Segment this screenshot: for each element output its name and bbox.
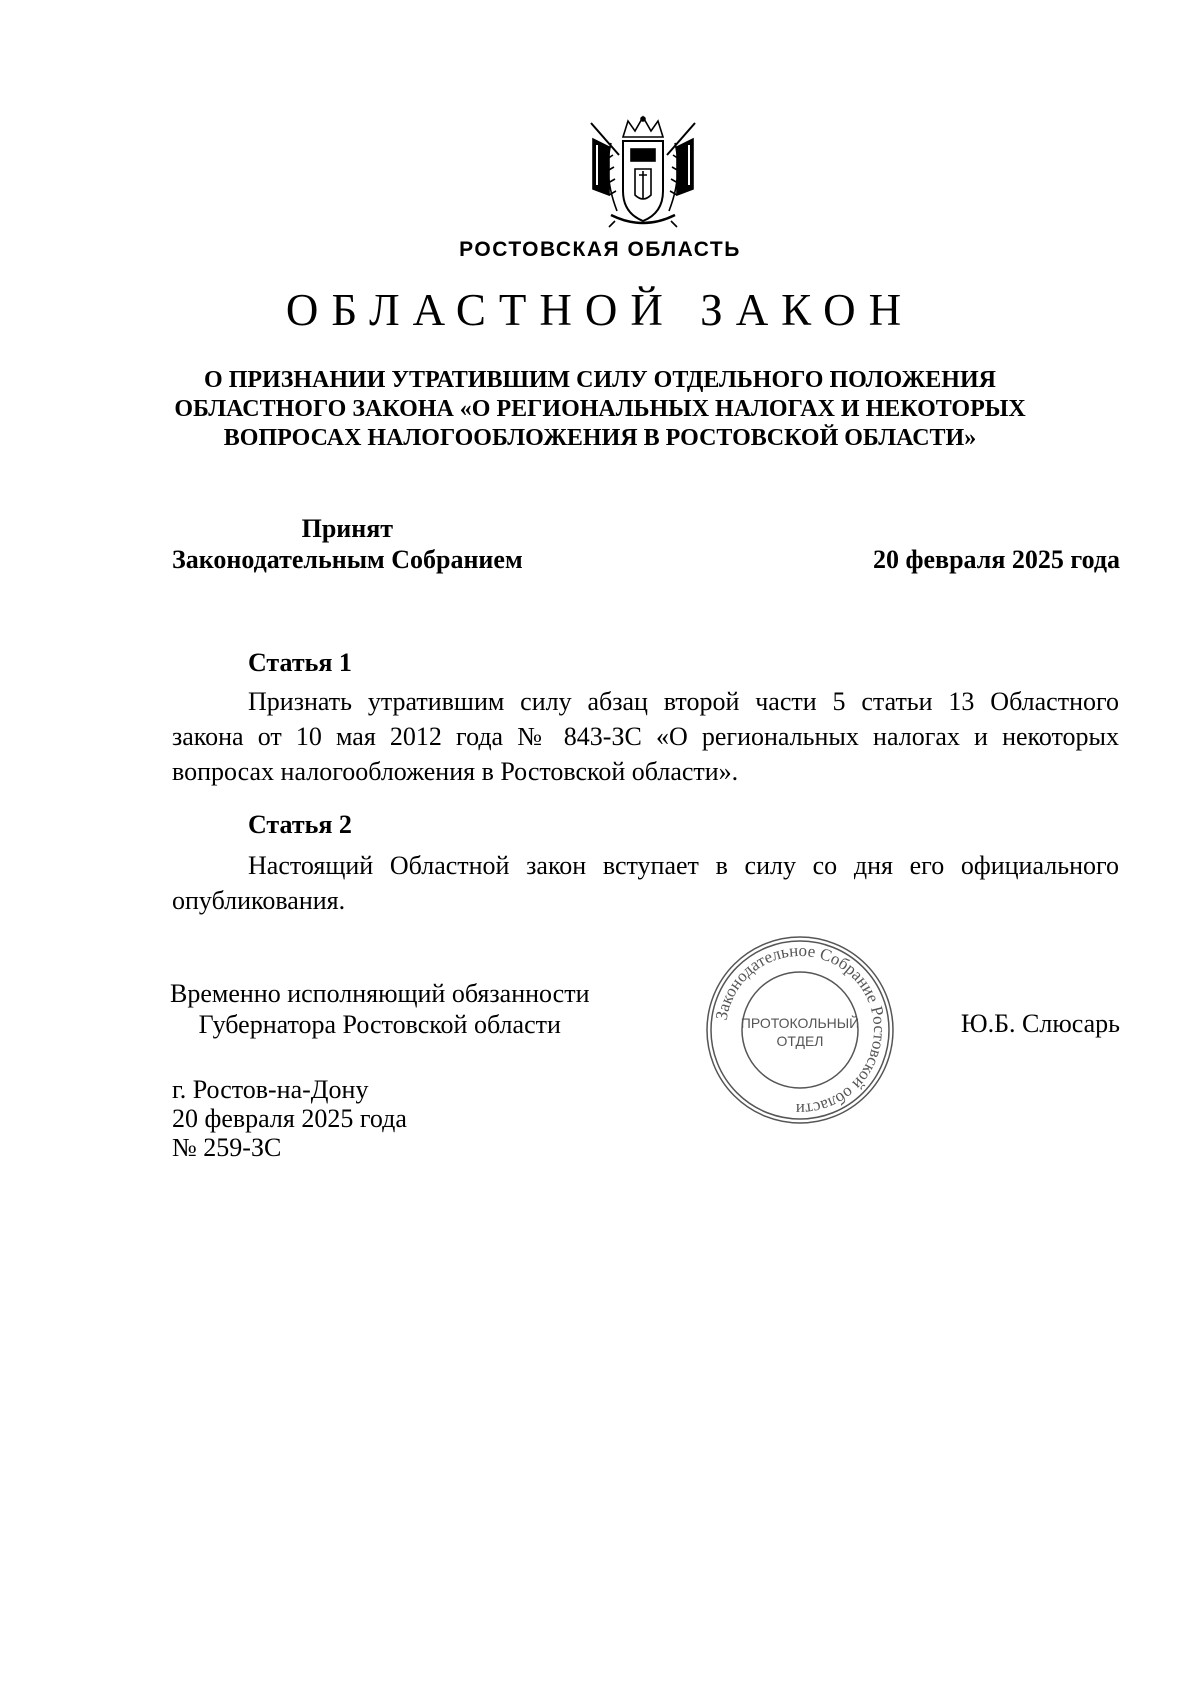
region-name: РОСТОВСКАЯ ОБЛАСТЬ [459, 238, 741, 261]
adoption-line: Принят [301, 514, 394, 543]
law-title [100, 366, 1100, 453]
issue-place: г. Ростов-на-Дону [172, 1075, 369, 1104]
official-stamp [700, 930, 900, 1130]
law-title-line: О ПРИЗНАНИИ УТРАТИВШИМ СИЛУ ОТДЕЛЬНОГО ПОЛОЖЕНИЯ [204, 367, 996, 393]
adoption-date: 20 февраля 2025 года [873, 545, 1120, 574]
adoption-body: Законодательным Собранием [172, 545, 523, 574]
article-text-line: закона от 10 мая 2012 года № 843-ЗС «О региональных налогах и некоторых [172, 722, 1119, 751]
issue-date: 20 февраля 2025 года [172, 1104, 407, 1133]
stamp-ring-text: Законодательное Собрание Ростовской области [711, 940, 890, 1120]
article-text-line: Признать утратившим силу абзац второй части 5 статьи 13 Областного [248, 687, 1119, 716]
article-text-line: Настоящий Областной закон вступает в силу со дня его официального [248, 851, 1119, 880]
coat-of-arms-emblem [583, 115, 703, 230]
article-text-line: опубликования. [172, 886, 346, 915]
stamp-center-line: ОТДЕЛ [776, 1033, 824, 1049]
law-title-line: ВОПРОСАХ НАЛОГООБЛОЖЕНИЯ В РОСТОВСКОЙ ОБЛАСТИ» [223, 425, 977, 451]
adoption-block [172, 513, 523, 575]
signatory-position-line: Губернатора Ростовской области [198, 1010, 561, 1039]
stamp-center-line: ПРОТОКОЛЬНЫЙ [740, 1015, 860, 1031]
law-number: № 259-ЗС [172, 1133, 282, 1162]
article-2-text [172, 848, 1119, 918]
document-type: ОБЛАСТНОЙ ЗАКОН [285, 285, 915, 335]
signatory-position-line: Временно исполняющий обязанности [170, 979, 590, 1008]
article-2-heading: Статья 2 [248, 810, 352, 839]
article-1-heading: Статья 1 [248, 648, 352, 677]
signatory-position [170, 978, 590, 1040]
law-title-line: ОБЛАСТНОГО ЗАКОНА «О РЕГИОНАЛЬНЫХ НАЛОГАХ И НЕКОТОРЫХ [174, 396, 1026, 422]
signatory-name: Ю.Б. Слюсарь [960, 1009, 1120, 1038]
article-1-text [172, 684, 1119, 789]
article-text-line: вопросах налогообложения в Ростовской области». [172, 757, 739, 786]
issue-details [172, 1075, 407, 1162]
